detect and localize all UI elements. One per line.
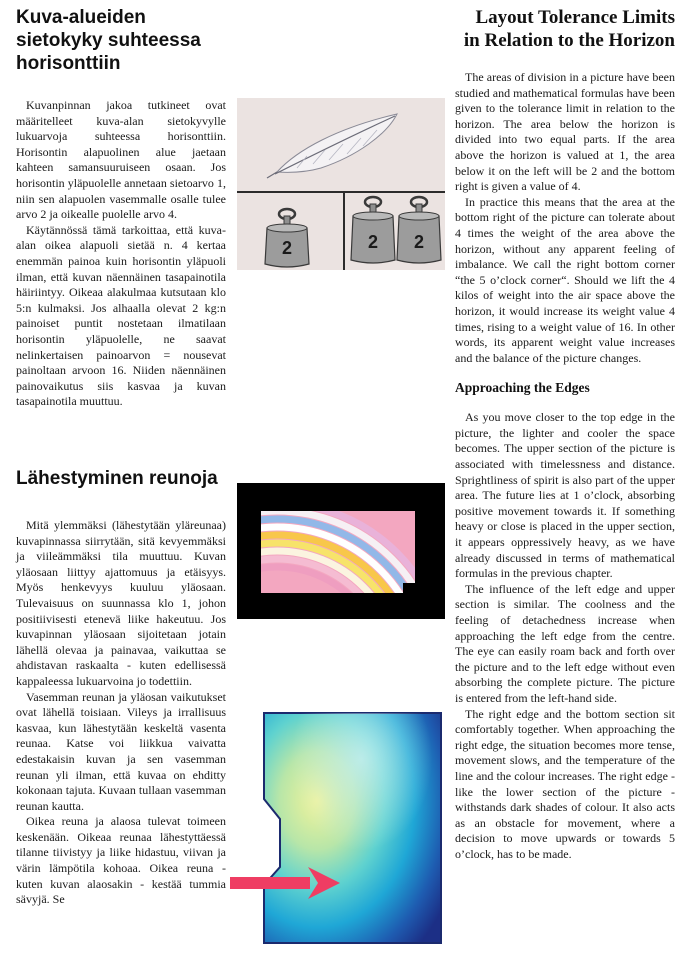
left-paragraph: Kuvanpinnan jakoa tutkineet ovat määritelleet kuva-alan sietokyvylle lukuarvoja suhteessa horisonttiin. Horisontin alapuolinen alue jaetaan kahteen samansuuruiseen osaan. Jos horisontin yläpuolelle annetaan sietoarvo 1, niin sen alapuolen vasemmalle osalle tulee arvo 2 ja oikealle puolelle arvo 4.	[16, 98, 226, 222]
weight-label: 2	[281, 238, 293, 258]
right-heading-edges: Approaching the Edges	[455, 380, 590, 396]
right-paragraph: The areas of division in a picture have been studied and mathematical formulas have been given to the tolerance limit in relation to the horizon. The area below the horizon is divided into two equal parts. If the area above the horizon is valued at 1, the area below it on the left will be 2 and the bottom right is given a value of 4.	[455, 70, 675, 194]
top-edge-arcs-figure	[237, 483, 445, 619]
feather-icon	[267, 114, 397, 178]
right-heading-tolerance: Layout Tolerance Limits in Relation to the Horizon	[463, 7, 675, 51]
gradient-svg	[230, 703, 445, 947]
left-column-lower	[16, 467, 226, 908]
left-heading-edges: Lähestyminen reunoja	[16, 468, 218, 489]
right-paragraph: As you move closer to the top edge in the picture, the lighter and cooler the space becomes. The upper section of the picture is associated with timelessness and distance. Sprightliness of spirit is also part of the upper area. The future lies at 1 o’clock, absorbing positive movement towards it. If something heavy or close is placed in the upper section, it appears oppressively heavy, as we have already discussed in terms of mathematical formulas in the previous chapter.	[455, 410, 675, 581]
left-paragraphs-edges	[16, 518, 226, 908]
left-paragraph: Käytännössä tämä tarkoittaa, että kuva-alan oikea alapuoli sietää n. 4 kertaa enemmän painoa kuin horisontin yläpuoli ilman, että kuvan näennäinen tasapainotila häiriintyy. Oikeaa alakulmaa kutsutaan klo 5:n kulmaksi. Jos alhaalla olevat 2 kg:n painoiset puntit nostetaan ilmatilaan horisontin yläpuolelle, ne saavat nelinkertaisen painoarvon = nousevat painoltaan arvoon 16. Niiden näennäinen painovaikutus siis kasvaa ja kuvan tasapainotila muuttuu.	[16, 222, 226, 409]
left-paragraph: Oikea reuna ja alaosa tulevat toimeen keskenään. Oikeaa reunaa lähestyttäessä tilanne tiivistyy ja liike hidastuu, viivan ja värin lämpötila kohoaa. Oikea reuna - kuten kuvan alaosakin - kestää tummia sävyjä. Se	[16, 814, 226, 907]
right-paragraph: In practice this means that the area at the bottom right of the picture can tolerate about 4 times the weight of the area above the horizon, without any apparent feeling of imbalance. We call the right bottom corner “the 5 o’clock corner“. Should we lift the 4 kilos of weight into the air space above the horizon, it would increase its weight value 4 times, rising to a weight value of 16. In other words, its apparent weight value increases and the balance of the picture changes.	[455, 194, 675, 365]
right-paragraph: The right edge and the bottom section sit comfortably together. When approaching the right edge, the situation becomes more tense, movement slows, and the temperature of the line and the colour increases. The right edge - like the lower section of the picture - withstands dark shades of colour. It also acts as an obstacle for movement, where a decision to move upwards or towards 5 o’clock, has to be made.	[455, 706, 675, 861]
right-column	[455, 6, 675, 863]
feather-weights-svg	[237, 98, 445, 270]
left-paragraphs-tolerance	[16, 98, 226, 410]
feather-weights-illustration	[237, 98, 445, 270]
left-edge-gradient-figure	[230, 703, 445, 947]
left-heading-tolerance: Kuva-alueiden sietokyky suhteessa horisonttiin	[16, 7, 201, 74]
arcs-svg	[237, 483, 445, 619]
weight-label: 2	[413, 232, 425, 252]
left-paragraph: Vasemman reunan ja yläosan vaikutukset ovat lähellä toisiaan. Vileys ja irrallisuus kasvaa, kun lähestytään keskeltä vasenta reunaa. Katse voi liikkua vaivatta edestakaisin kuvan ja sen vasemman reunan yli ilman, että kuvaa on ehditty kokonaan tajuta. Kuvaan tullaan vasemman reunan kautta.	[16, 689, 226, 813]
weight-icon	[265, 209, 309, 267]
weight-icon	[397, 197, 441, 263]
right-paragraph: The influence of the left edge and upper section is similar. The coolness and the feeling of detachedness increase when approaching the left edge from the centre. The eye can easily roam back and forth over the picture and to the left edge without even absorbing the complete picture. The picture is entered from the left-hand side.	[455, 581, 675, 705]
left-column	[16, 6, 226, 410]
right-paragraphs-edges	[455, 410, 675, 862]
left-paragraph: Mitä ylemmäksi (lähestytään yläreunaa) kuvapinnassa siirrytään, sitä kevyemmäksi ja viileämmäksi tila muuttuu. Kuvan yläosaan liittyy ajattomuus ja etäisyys. Myös henkevyys kuuluu yläosaan. Tulevaisuus on suunnassa klo 1, johon positiivisesti etenevä liike hakeutuu. Jos kuvapinnan yläosaan sijoitetaan jotain lähellä olevaa ja painavaa, vaikuttaa se ahdistavan raskaalta - kuten edellisessä kappaleessa lukuarvoina jo todettiin.	[16, 518, 226, 688]
weight-label: 2	[367, 232, 379, 252]
weight-icon	[351, 197, 395, 263]
right-paragraphs-tolerance	[455, 70, 675, 366]
